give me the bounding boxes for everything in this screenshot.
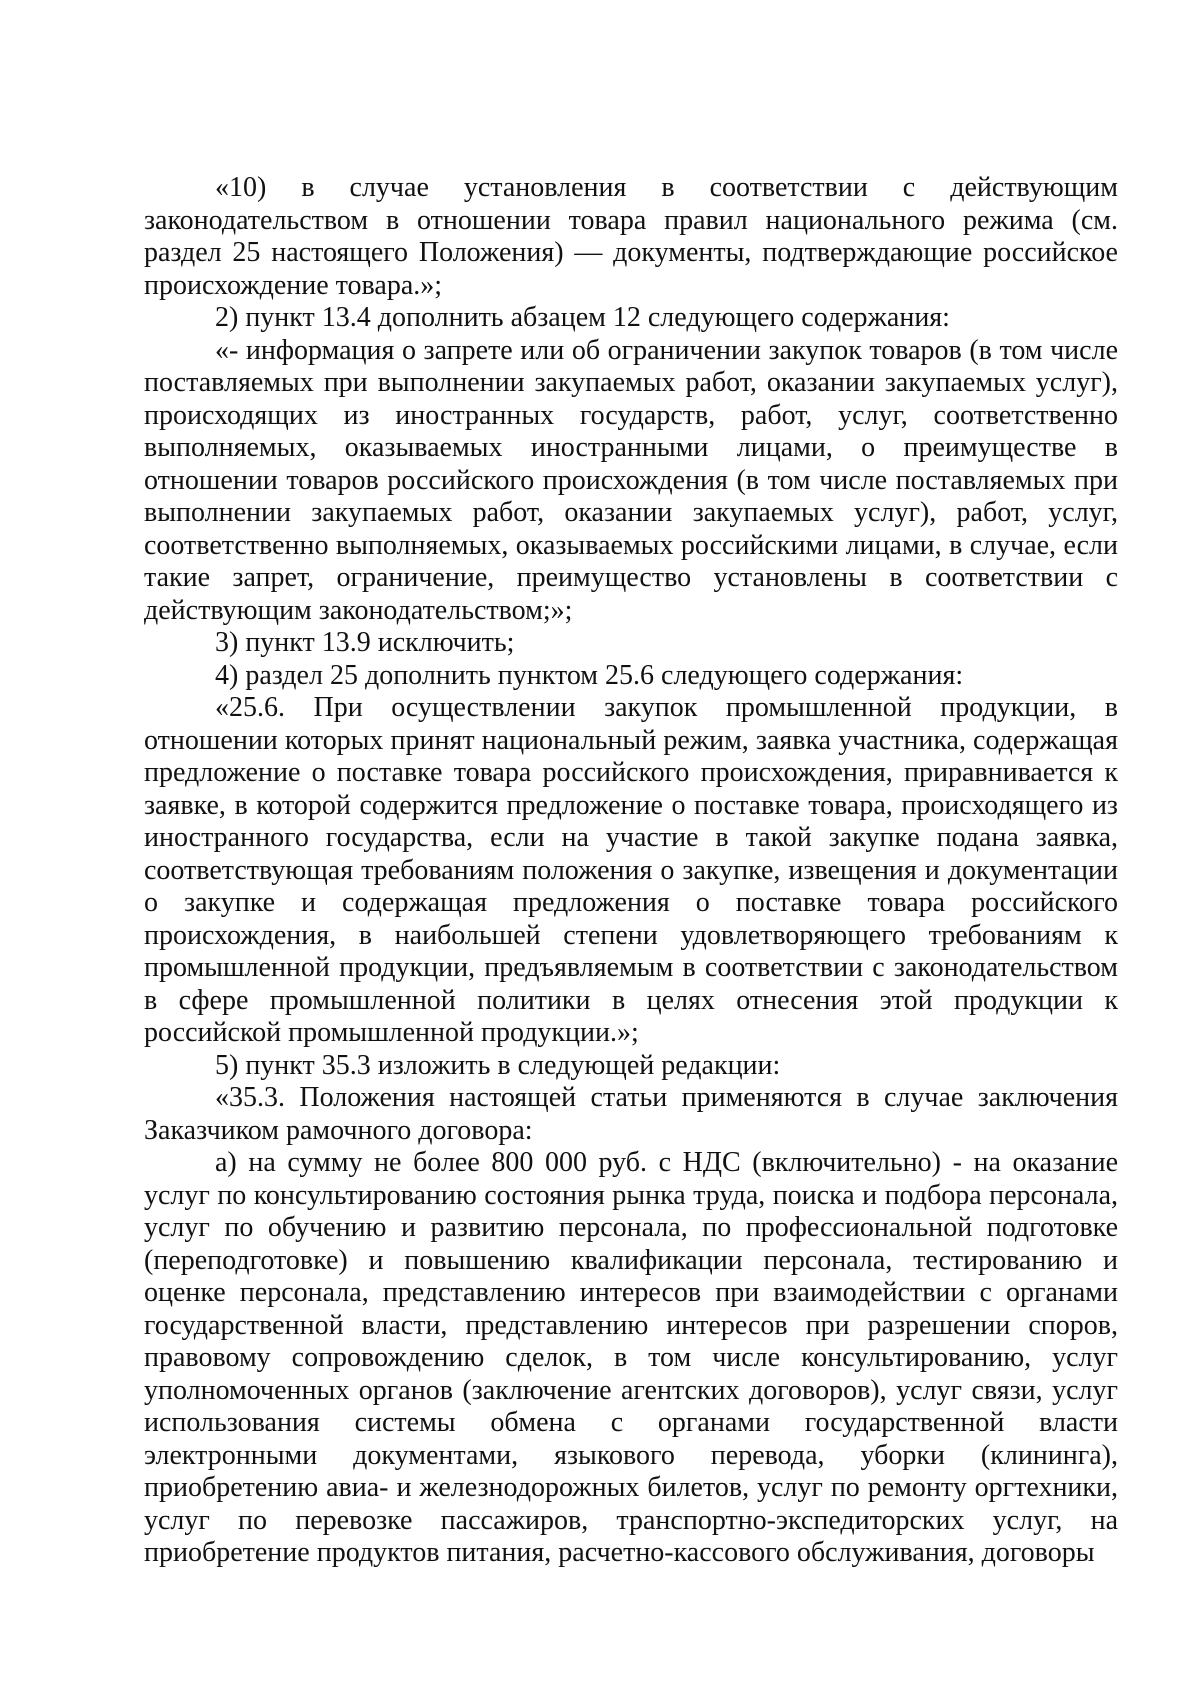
paragraph-item-35-3: «35.3. Положения настоящей статьи применяются в случае заключения Заказчиком рамочного договора: <box>144 1082 1118 1146</box>
paragraph-amend-section-25: 4) раздел 25 дополнить пунктом 25.6 следующего содержания: <box>215 659 964 691</box>
document-body <box>144 172 1118 1570</box>
paragraph-procurement-restrictions: «- информация о запрете или об ограничении закупок товаров (в том числе поставляемых при выполнении закупаемых работ, оказании закупаемых услуг), происходящих из иностранных государств, работ, услуг, соответственно выполняемых, оказываемых иностранными лицами, о преимуществе в отношении товаров российского происхождения (в том числе поставляемых при выполнении закупаемых работ, оказании закупаемых услуг), работ, услуг, соответственно выполняемых, оказываемых российскими лицами, в случае, если такие запрет, ограничение, преимущество установлены в соответствии с действующим законодательством;»; <box>144 334 1118 626</box>
paragraph-subitem-a: а) на сумму не более 800 000 руб. с НДС (включительно) - на оказание услуг по консультированию состояния рынка труда, поиска и подбора персонала, услуг по обучению и развитию персонала, по профессиональной подготовке (переподготовке) и повышению квалификации персонала, тестированию и оценке персонала, представлению интересов при взаимодействии с органами государственной власти, представлению интересов при разрешении споров, правовому сопровождению сделок, в том числе консультированию, услуг уполномоченных органов (заключение агентских договоров), услуг связи, услуг использования системы обмена с органами государственной власти электронными документами, языкового перевода, уборки (клининга), приобретению авиа- и железнодорожных билетов, услуг по ремонту оргтехники, услуг по перевозке пассажиров, транспортно-экспедиторских услуг, на приобретение продуктов питания, расчетно-кассового обслуживания, договоры <box>144 1147 1118 1568</box>
paragraph-item-10: «10) в случае установления в соответствии с действующим законодательством в отношении товара правил национального режима (см. раздел 25 настоящего Положения) — документы, подтверждающие российское происхождение товара.»; <box>144 172 1118 301</box>
paragraph-exclude-13-9: 3) пункт 13.9 исключить; <box>215 627 515 658</box>
paragraph-amend-35-3: 5) пункт 35.3 изложить в следующей редакции: <box>215 1049 781 1081</box>
paragraph-item-25-6: «25.6. При осуществлении закупок промышленной продукции, в отношении которых принят национальный режим, заявка участника, содержащая предложение о поставке товара российского происхождения, приравнивается к заявке, в которой содержится предложение о поставке товара, происходящего из иностранного государства, если на участие в такой закупке подана заявка, соответствующая требованиям положения о закупке, извещения и документации о закупке и содержащая предложения о поставке товара российского происхождения, в наибольшей степени удовлетворяющего требованиям к промышленной продукции, предъявляемым в соответствии с законодательством в сфере промышленной политики в целях отнесения этой продукции к российской промышленной продукции.»; <box>144 692 1118 1048</box>
paragraph-amend-13-4: 2) пункт 13.4 дополнить абзацем 12 следующего содержания: <box>215 302 950 333</box>
